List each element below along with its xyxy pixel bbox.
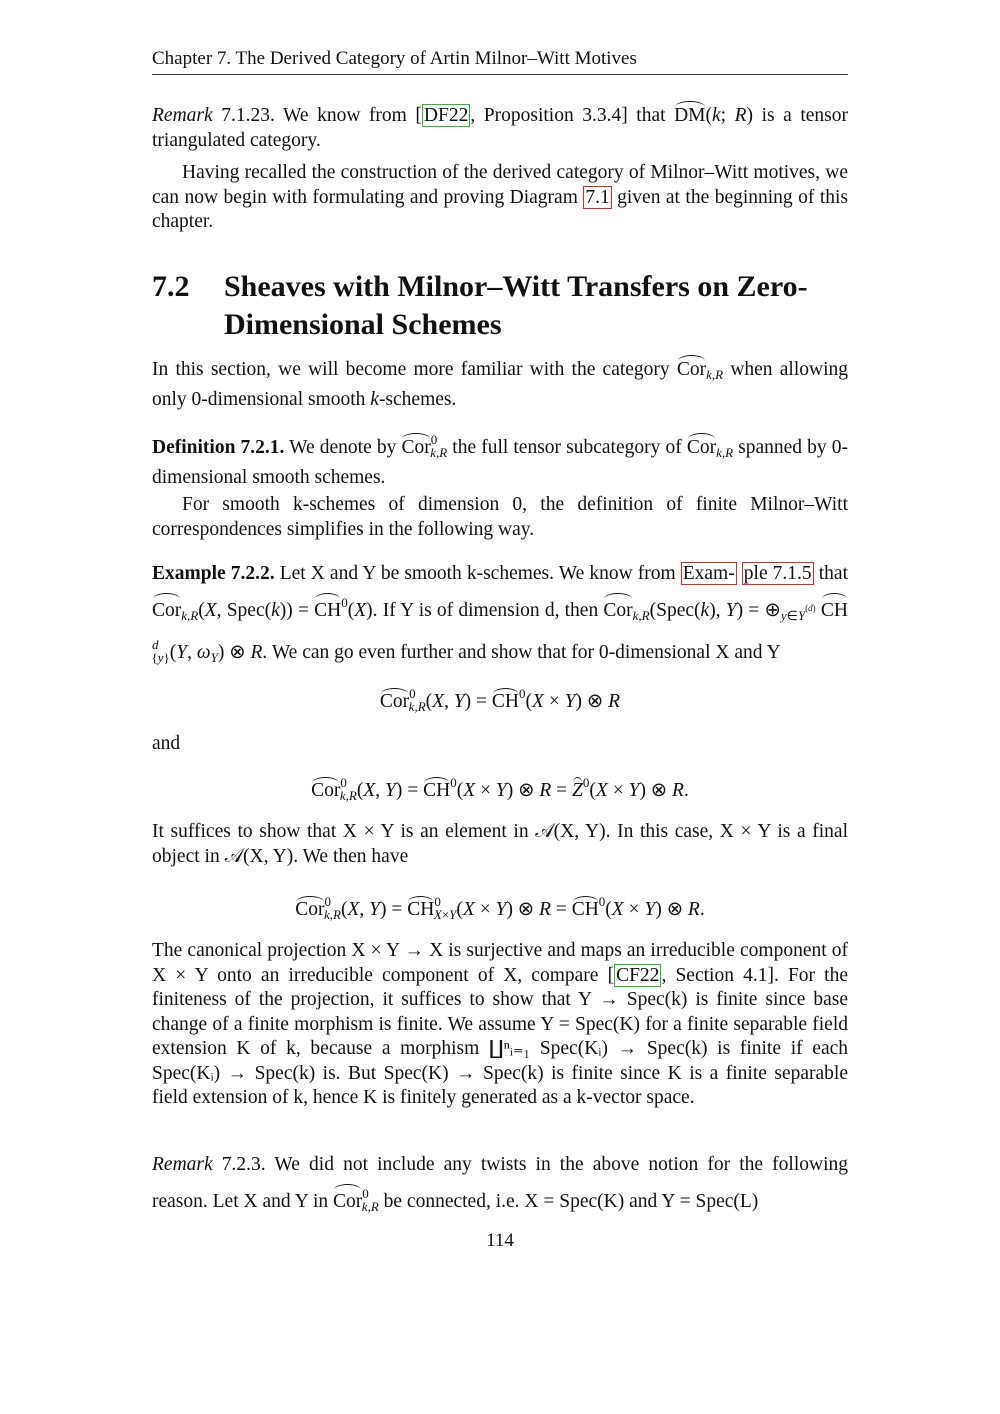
definition-7-2-1: Definition 7.2.1. We denote by Cor$^0_{k,R}$ the full tensor subcategory of Cor$_{k,R}$ spanned by 0-dimensional smooth schemes. xyxy=(152,432,849,488)
section-number: 7.2 xyxy=(152,270,190,303)
remark-label: Remark xyxy=(152,1154,213,1175)
paragraph-intro: In this section, we will become more familiar with the category Cor$_{k,R}$ when allowing only 0-dimensional smooth k-schemes. xyxy=(152,359,848,410)
remark-7-1-23: Remark 7.1.23. We know from [ DF22 , Proposition 3.3.4] that DM(k; R) is a tensor triangulated category. xyxy=(152,105,849,151)
and-word: and xyxy=(152,733,181,754)
example-label: Example 7.2.2. xyxy=(152,563,275,584)
paragraph-recalled: Having recalled the construction of the derived category of Milnor–Witt motives, we can now begin with formulating and proving Diagram 7.1 given at the beginning of this chapter. xyxy=(152,162,848,232)
diagram-reference-link[interactable]: 7.1 xyxy=(585,186,610,208)
remark-number: 7.2.3. xyxy=(221,1154,266,1175)
section-heading xyxy=(152,268,848,344)
example-reference-link-b[interactable]: ple 7.1.5 xyxy=(743,563,812,584)
example-7-2-2: Example 7.2.2. Let X and Y be smooth k-schemes. We know from Exam- ple 7.1.5 that Cor$_{k,R}$(X, Spec(k)) = $CH^0(X)$. If Y is of dimension d, then Cor$_{k,R}$(Spec(k), $Y) = \oplus_{y\in Y^{(d)}}$ $CH^d_{\{y\}}(Y$, $\omega_Y$) ⊗ R. We can go even further and show that for 0-dimensional X and Y xyxy=(151,563,849,665)
page-number: 114 xyxy=(486,1230,514,1251)
remark-label: Remark xyxy=(152,105,213,126)
equation-1: Cor$^0_{k,R}$(X, $Y) = CH^0(X \times Y)$ ⊗ R xyxy=(379,686,621,714)
equation-2: Cor$^0_{k,R}$(X, $Y) = CH^0(X \times Y)$ ⊗ $R = Z^0(X \times Y)$ ⊗ R. xyxy=(311,775,689,803)
paragraph-smooth: For smooth k-schemes of dimension 0, the definition of finite Milnor–Witt correspondences simplifies in the following way. xyxy=(152,494,848,540)
definition-label: Definition 7.2.1. xyxy=(152,437,285,458)
paragraph-suffices: It suffices to show that X × Y is an element in 𝒜(X, Y). In this case, X × Y is a final object in 𝒜(X, Y). We then have xyxy=(152,821,848,867)
example-reference-link-a[interactable]: Exam- xyxy=(682,563,735,584)
running-head: Chapter 7. The Derived Category of Artin Milnor–Witt Motives xyxy=(152,48,848,75)
citation-link[interactable]: DF22 xyxy=(423,105,469,126)
remark-7-2-3: Remark 7.2.3. We did not include any twists in the above notion for the following reason. Let X and Y in Cor$^0_{k,R}$ be connected, i.e. X = Spec(K) and Y = Spec(L) xyxy=(152,1154,848,1214)
remark-number: 7.1.23. xyxy=(221,105,275,126)
paragraph-projection: The canonical projection X × Y → X is surjective and maps an irreducible component of X × Y onto an irreducible component of X, compare [ CF22 , Section 4.1]. For the finiteness of the projection, it suffices to show that Y → Spec(k) is finite since base change of a finite morphism is finite. We assume Y = Spec(K) for a finite separable field extension K of k, because a morphism ∐ⁿᵢ₌₁ Spec(Kᵢ) → Spec(k) is finite if each Spec(Kᵢ) → Spec(k) is. But Spec(K) → Spec(k) is finite since K is a finite separable field extension of k, hence K is finitely generated as a k-vector space. xyxy=(152,940,848,1108)
equation-3: Cor$^0_{k,R}$(X, $Y) = CH^0_{X\times Y}(X \times Y)$ ⊗ $R = CH^0(X \times Y)$ ⊗ R. xyxy=(295,894,705,922)
citation-link-cf22[interactable]: CF22 xyxy=(616,964,660,986)
section-title: Sheaves with Milnor–Witt Transfers on Zero-Dimensional Schemes xyxy=(224,270,808,341)
